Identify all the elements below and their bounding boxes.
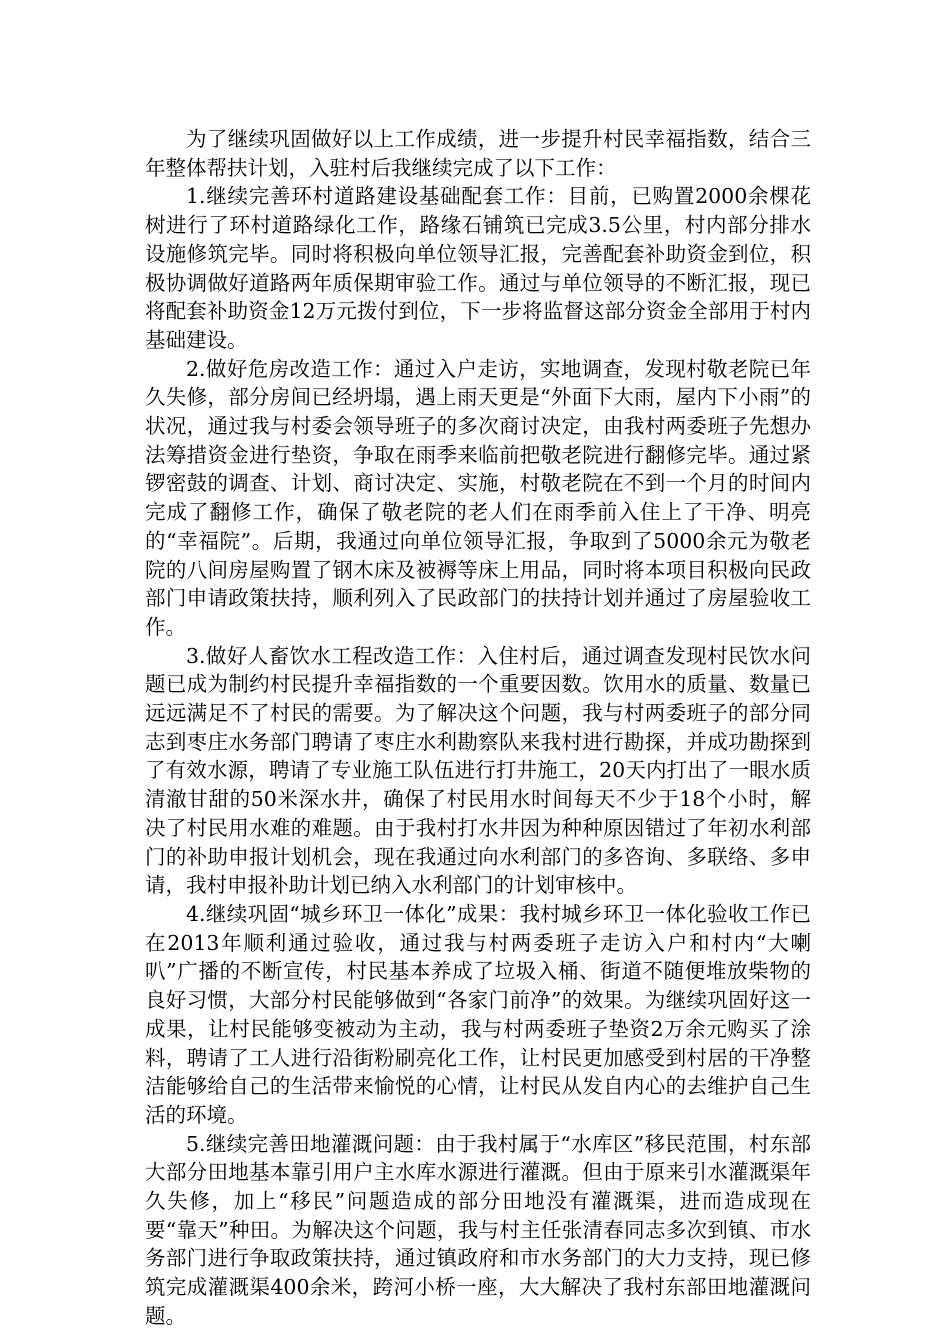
item-paragraph-sanitation: 4.继续巩固“城乡环卫一体化”成果：我村城乡环卫一体化验收工作已在2013年顺利通过验收，通过我与村两委班子走访入户和村内“大喇叭”广播的不断宣传，村民基本养成了垃圾入桶、街道不随便堆放柴物的良好习惯，大部分村民能够做到“各家门前净”的效果。为继续巩固好这一成果，让村民能够变被动为主动，我与村两委班子垫资2万余元购买了涂料，聘请了工人进行沿街粉刷亮化工作，让村民更加感受到村居的干净整洁能够给自己的生活带来愉悦的心情，让村民从发自内心的去维护自己生活的环境。	[145, 901, 811, 1127]
intro-paragraph: 为了继续巩固做好以上工作成绩，进一步提升村民幸福指数，结合三年整体帮扶计划，入驻村后我继续完成了以下工作：	[145, 127, 811, 180]
item-paragraph-road: 1.继续完善环村道路建设基础配套工作：目前，已购置2000余棵花树进行了环村道路绿化工作，路缘石铺筑已完成3.5公里，村内部分排水设施修筑完毕。同时将积极向单位领导汇报，完善配套补助资金到位，积极协调做好道路两年质保期审验工作。通过与单位领导的不断汇报，现已将配套补助资金12万元拨付到位，下一步将监督这部分资金全部用于村内基础建设。	[145, 184, 811, 352]
item-paragraph-housing: 2.做好危房改造工作：通过入户走访，实地调查，发现村敬老院已年久失修，部分房间已经坍塌，遇上雨天更是“外面下大雨，屋内下小雨”的状况，通过我与村委会领导班子的多次商讨决定，由我村两委班子先想办法筹措资金进行垫资，争取在雨季来临前把敬老院进行翻修完毕。通过紧锣密鼓的调查、计划、商讨决定、实施，村敬老院在不到一个月的时间内完成了翻修工作，确保了敬老院的老人们在雨季前入住上了干净、明亮的“幸福院”。后期，我通过向单位领导汇报，争取到了5000余元为敬老院的八间房屋购置了钢木床及被褥等床上用品，同时将本项目积极向民政部门申请政策扶持，顺利列入了民政部门的扶持计划并通过了房屋验收工作。	[145, 356, 811, 639]
item-paragraph-water: 3.做好人畜饮水工程改造工作：入住村后，通过调查发现村民饮水问题已成为制约村民提升幸福指数的一个重要因数。饮用水的质量、数量已远远满足不了村民的需要。为了解决这个问题，我与村两委班子的部分同志到枣庄水务部门聘请了枣庄水利勘察队来我村进行勘探，并成功勘探到了有效水源，聘请了专业施工队伍进行打井施工，20天内打出了一眼水质清澈甘甜的50米深水井，确保了村民用水时间每天不少于18个小时，解决了村民用水难的难题。由于我村打水井因为种种原因错过了年初水利部门的补助申报计划机会，现在我通过向水利部门的多咨询、多联络、多申请，我村申报补助计划已纳入水利部门的计划审核中。	[145, 643, 811, 898]
document-body	[145, 125, 811, 1331]
item-paragraph-irrigation: 5.继续完善田地灌溉问题：由于我村属于“水库区”移民范围，村东部大部分田地基本靠引用户主水库水源进行灌溉。但由于原来引水灌溉渠年久失修，加上“移民”问题造成的部分田地没有灌溉渠，进而造成现在要“靠天”种田。为解决这个问题，我与村主任张清春同志多次到镇、市水务部门进行争取政策扶持，通过镇政府和市水务部门的大力支持，现已修筑完成灌溉渠400余米，跨河小桥一座，大大解决了我村东部田地灌溉问题。	[145, 1131, 811, 1328]
